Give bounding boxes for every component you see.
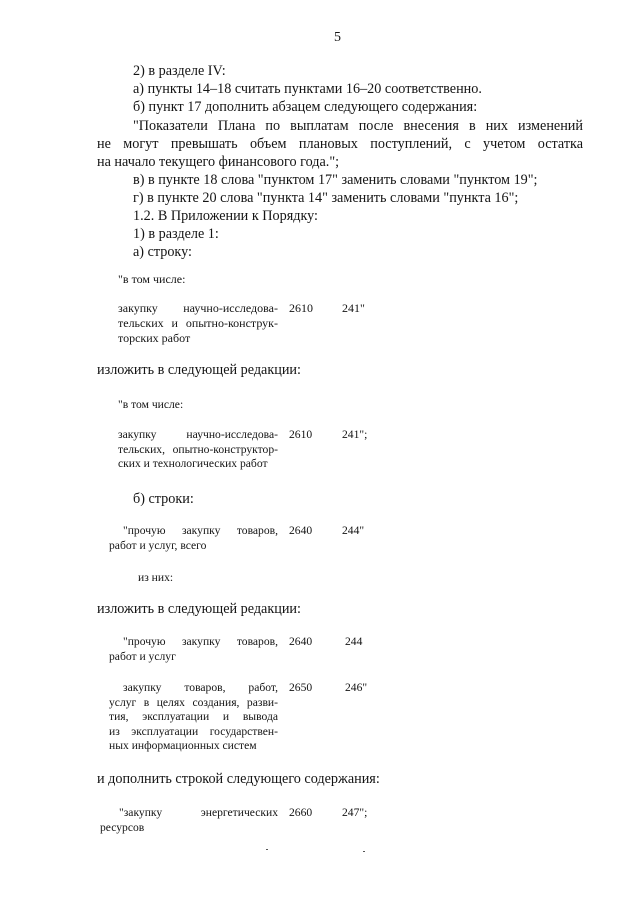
scan-speck	[363, 851, 365, 852]
amendment-appendix: 1.2. В Приложении к Порядку:	[133, 208, 318, 224]
block2-label-line-3: ских и технологических работ	[118, 457, 268, 470]
amendment-rows-b: б) строки:	[133, 491, 194, 507]
add-row-line: и дополнить строкой следующего содержания:	[97, 771, 380, 787]
block4-row1-code: 2640	[289, 635, 313, 648]
amendment-point-20: г) в пункте 20 слова "пункта 14" заменить словами "пункта 16";	[133, 190, 519, 206]
block3-row-kosgu: 244"	[342, 524, 365, 537]
block5-label-line-2: ресурсов	[100, 820, 145, 834]
block4-row2-label	[109, 681, 278, 754]
block2-row-code: 2610	[289, 428, 313, 441]
block4-row2-code: 2650	[289, 681, 313, 694]
block4-row2-line-5: ных информационных систем	[109, 739, 257, 752]
block4-row1-label	[109, 635, 278, 664]
amendment-renumber: а) пункты 14–18 считать пунктами 16–20 соответственно.	[133, 81, 482, 97]
block3-label-line-1: "прочую закупку товаров,	[123, 524, 278, 537]
amendment-section-1: 1) в разделе 1:	[133, 226, 219, 242]
block1-row-kosgu: 241"	[342, 301, 365, 315]
amendment-row-a: а) строку:	[133, 244, 192, 260]
amendment-point-18: в) в пункте 18 слова "пунктом 17" заменить словами "пунктом 19";	[133, 172, 538, 188]
scan-speck	[266, 849, 268, 850]
block1-label-line-3: торских работ	[118, 331, 191, 345]
block1-row-label	[118, 301, 278, 346]
block5-row-kosgu: 247";	[342, 806, 368, 819]
block2-row-label	[118, 428, 278, 472]
block5-row-code: 2660	[289, 806, 313, 819]
block4-row2-line-3: тия, эксплуатации и вывода	[109, 710, 278, 723]
block4-row1-kosgu: 244	[345, 635, 363, 648]
amendment-add-paragraph: б) пункт 17 дополнить абзацем следующего содержания:	[133, 99, 478, 115]
redaction-1: изложить в следующей редакции:	[97, 362, 301, 378]
block1-intro: "в том числе:	[118, 272, 186, 286]
block3-row-label	[109, 524, 278, 553]
block2-label-line-2: тельских, опытно-конструктор-	[118, 442, 278, 456]
block2-intro: "в том числе:	[118, 398, 184, 411]
block4-row1-line-1: "прочую закупку товаров,	[123, 635, 278, 648]
block2-row-kosgu: 241";	[342, 428, 368, 441]
quoted-paragraph-line-1: "Показатели Плана по выплатам после внесения в них изменений	[133, 118, 583, 134]
block4-row2-line-2: услуг в целях создания, разви-	[109, 695, 278, 709]
block5-row-label	[100, 806, 278, 835]
block4-row2-line-4: из эксплуатации государствен-	[109, 724, 278, 738]
block1-label-line-1: закупку научно-исследова-	[118, 301, 278, 315]
block3-label-line-2: работ и услуг, всего	[109, 538, 207, 552]
block3-sub: из них:	[138, 571, 174, 584]
block4-row2-kosgu: 246"	[345, 681, 368, 694]
page-number: 5	[334, 30, 341, 45]
block1-row-code: 2610	[289, 301, 313, 315]
redaction-2: изложить в следующей редакции:	[97, 601, 301, 617]
block4-row2-line-1: закупку товаров, работ,	[123, 681, 278, 694]
block3-row-code: 2640	[289, 524, 313, 537]
block4-row1-line-2: работ и услуг	[109, 649, 176, 663]
quoted-paragraph-line-2: не могут превышать объем плановых поступлений, с учетом остатка	[97, 136, 583, 152]
amendment-section-iv: 2) в разделе IV:	[133, 63, 226, 79]
block2-label-line-1: закупку научно-исследова-	[118, 428, 278, 441]
quoted-paragraph-line-3: на начало текущего финансового года.";	[97, 154, 340, 170]
block5-label-line-1: "закупку энергетических	[119, 806, 278, 819]
block1-label-line-2: тельских и опытно-конструк-	[118, 316, 278, 330]
